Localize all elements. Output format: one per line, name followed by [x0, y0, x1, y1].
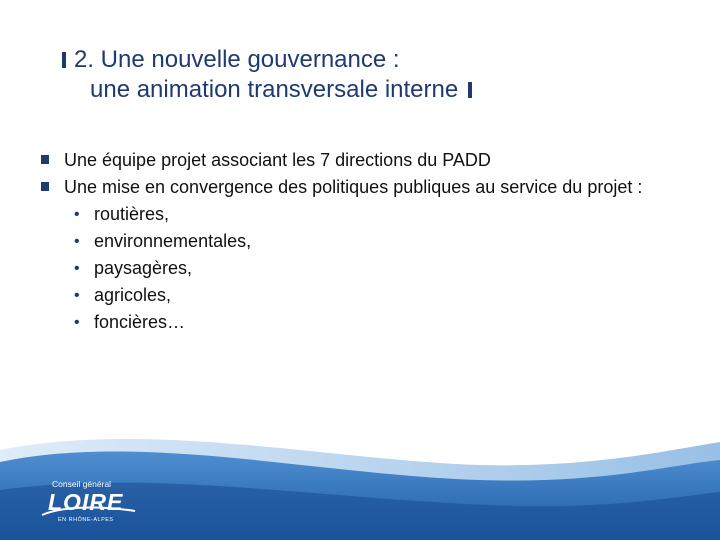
conseil-general-loire-logo — [40, 479, 140, 527]
title-line-1-text: 2. Une nouvelle gouvernance : — [74, 46, 400, 73]
logo-top-text: Conseil général — [52, 479, 112, 489]
bullet-item — [40, 174, 690, 201]
bullet-text: Une mise en convergence des politiques publiques au service du projet : — [64, 177, 643, 197]
slide-title — [62, 45, 682, 105]
dot-bullet-icon: • — [74, 233, 80, 250]
bullet-item — [40, 147, 690, 174]
bullet-text: Une équipe projet associant les 7 directions du PADD — [64, 150, 491, 170]
sub-bullet-text: paysagères, — [94, 258, 193, 278]
sub-bullet-item — [40, 282, 690, 309]
square-bullet-icon — [41, 155, 49, 164]
logo-swoosh-icon — [40, 505, 140, 517]
sub-bullet-item — [40, 201, 690, 228]
sub-bullet-text: routières, — [94, 204, 170, 224]
logo-region-text: EN RHÔNE-ALPES — [58, 517, 114, 523]
title-left-bar-icon — [62, 52, 66, 68]
title-line-2-text: une animation transversale interne — [90, 76, 459, 103]
sub-bullet-item — [40, 228, 690, 255]
title-line-1 — [62, 45, 682, 75]
sub-bullet-item — [40, 309, 690, 336]
sub-bullet-text: agricoles, — [94, 285, 172, 305]
dot-bullet-icon: • — [74, 260, 80, 277]
dot-bullet-icon: • — [74, 206, 80, 223]
sub-bullet-text: foncières… — [94, 312, 186, 332]
bullet-list — [40, 147, 690, 336]
title-right-bar-icon — [468, 82, 472, 98]
sub-bullet-item — [40, 255, 690, 282]
square-bullet-icon — [41, 182, 49, 191]
logo-name: LOIRE — [48, 489, 124, 515]
dot-bullet-icon: • — [74, 287, 80, 304]
title-line-2 — [62, 75, 682, 105]
dot-bullet-icon: • — [74, 314, 80, 331]
sub-bullet-text: environnementales, — [94, 231, 252, 251]
